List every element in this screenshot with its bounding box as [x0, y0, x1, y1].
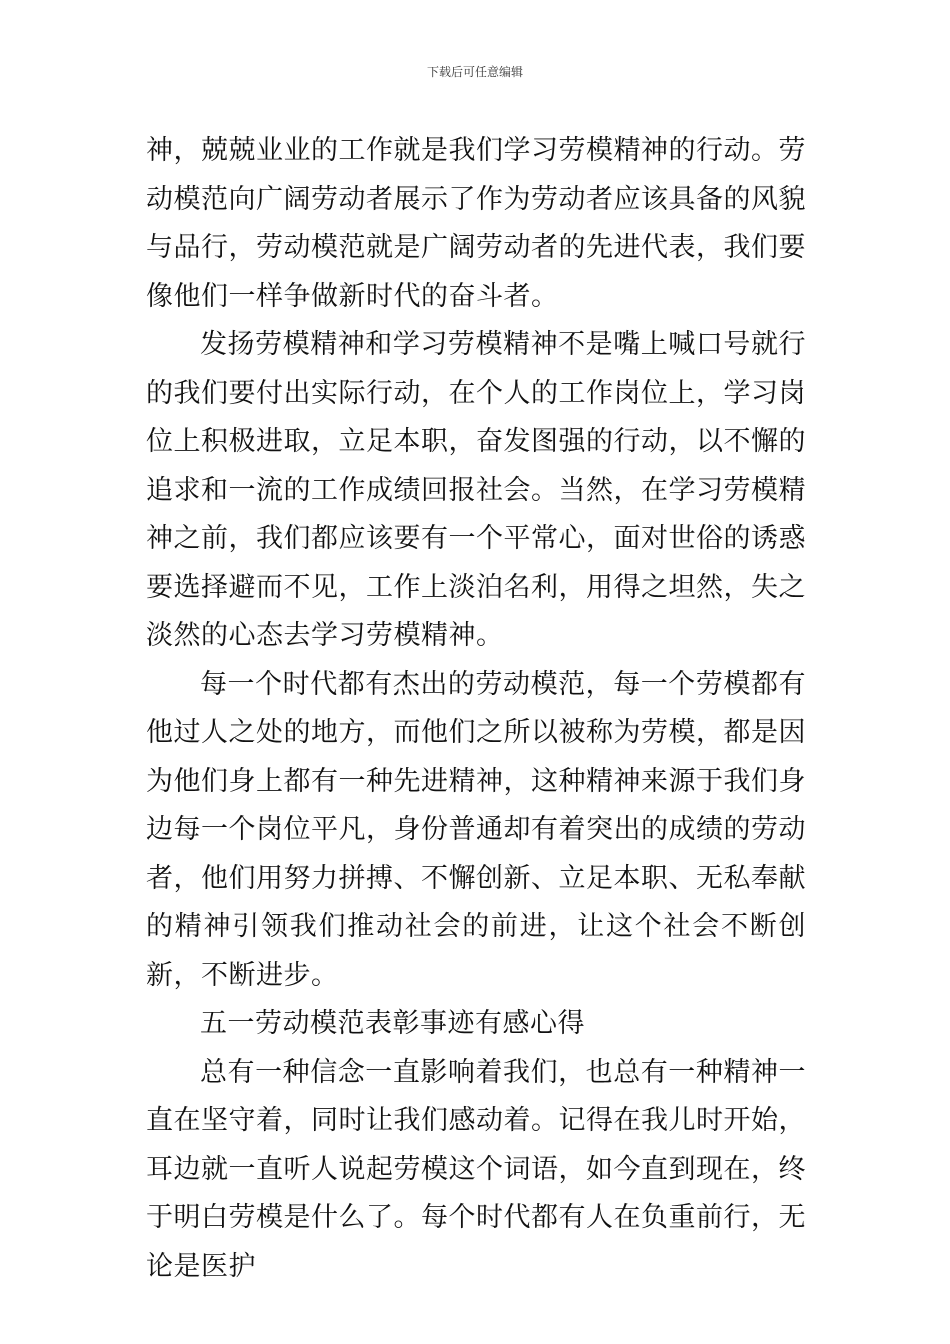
paragraph-4: 总有一种信念一直影响着我们，也总有一种精神一直在坚守着，同时让我们感动着。记得在我儿时开始，耳边就一直听人说起劳模这个词语，如今直到现在，终于明白劳模是什么了。每个时代都有人在负重前行，无论是医护 — [146, 1056, 806, 1282]
document-body — [146, 127, 806, 1291]
paragraph-2: 发扬劳模精神和学习劳模精神不是嘴上喊口号就行的我们要付出实际行动，在个人的工作岗位上，学习岗位上积极进取，立足本职，奋发图强的行动，以不懈的追求和一流的工作成绩回报社会。当然，在学习劳模精神之前，我们都应该要有一个平常心，面对世俗的诱惑要选择避而不见，工作上淡泊名利，用得之坦然，失之淡然的心态去学习劳模精神。 — [146, 329, 806, 651]
paragraph-1: 神，兢兢业业的工作就是我们学习劳模精神的行动。劳动模范向广阔劳动者展示了作为劳动者应该具备的风貌与品行，劳动模范就是广阔劳动者的先进代表，我们要像他们一样争做新时代的奋斗者。 — [146, 135, 806, 312]
paragraph-3: 每一个时代都有杰出的劳动模范，每一个劳模都有他过人之处的地方，而他们之所以被称为劳模，都是因为他们身上都有一种先进精神，这种精神来源于我们身边每一个岗位平凡，身份普通却有着突出的成绩的劳动者，他们用努力拼搏、不懈创新、立足本职、无私奉献的精神引领我们推动社会的前进，让这个社会不断创新，不断进步。 — [146, 668, 806, 991]
page-header: 下载后可任意编辑 — [426, 65, 523, 79]
section-heading: 五一劳动模范表彰事迹有感心得 — [200, 1008, 585, 1039]
